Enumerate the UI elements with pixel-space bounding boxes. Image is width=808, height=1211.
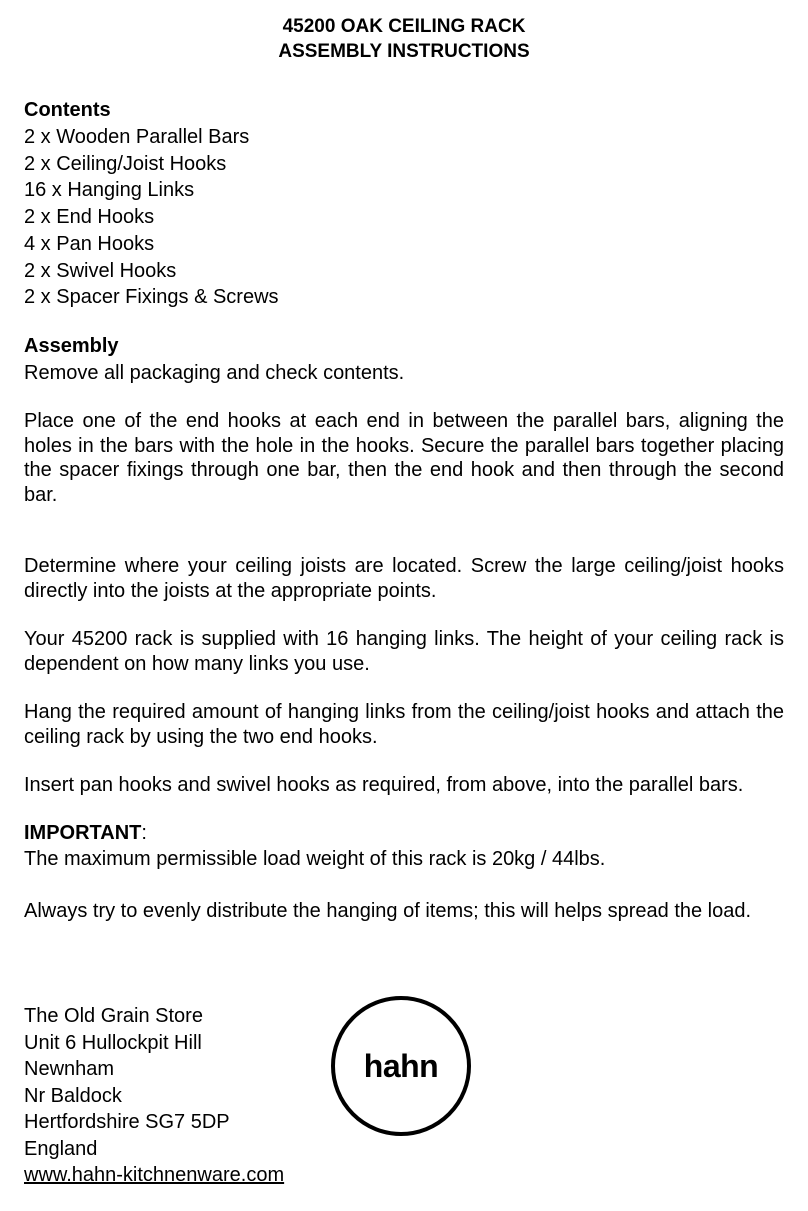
contents-section [24,97,784,311]
assembly-paragraph: Insert pan hooks and swivel hooks as required, from above, into the parallel bars. [24,774,744,797]
contents-list [24,124,784,311]
address-line: The Old Grain Store [24,1005,203,1027]
company-address [24,1003,284,1189]
contents-item: 4 x Pan Hooks [24,232,155,255]
important-heading [24,820,784,847]
important-section [24,820,784,925]
distribute-note: Always try to evenly distribute the hanging of items; this will helps spread the load. [24,899,752,922]
contents-heading: Contents [24,99,111,121]
address-line: England [24,1137,98,1160]
contents-item: 2 x Spacer Fixings & Screws [24,286,279,309]
important-label: IMPORTANT [24,821,142,844]
assembly-paragraph: Your 45200 rack is supplied with 16 hanging links. The height of your ceiling rack is dependent on how many links you use. [24,628,784,675]
load-warning: The maximum permissible load weight of this rack is 20kg / 44lbs. [24,848,606,871]
contents-item: 2 x End Hooks [24,206,155,229]
assembly-heading: Assembly [24,334,119,357]
important-colon: : [141,821,147,844]
website-link[interactable]: www.hahn-kitchnenware.com [24,1164,285,1186]
assembly-section [24,333,784,798]
contents-item: 2 x Ceiling/Joist Hooks [24,152,227,175]
document-page [24,14,784,1186]
contents-item: 16 x Hanging Links [24,179,195,202]
address-line: Newnham [24,1058,115,1080]
assembly-paragraph: Determine where your ceiling joists are located. Screw the large ceiling/joist hooks directly into the joists at the appropriate points. [24,555,784,602]
address-line: Unit 6 Hullockpit Hill [24,1031,202,1054]
logo-text: hahn [363,1047,439,1084]
assembly-paragraph: Hang the required amount of hanging links from the ceiling/joist hooks and attach the ceiling rack by using the two end hooks. [24,701,784,748]
title-line-1: 45200 OAK CEILING RACK [282,16,526,37]
assembly-intro: Remove all packaging and check contents. [24,361,405,384]
address-line: Nr Baldock [24,1084,122,1107]
contents-item: 2 x Wooden Parallel Bars [24,126,250,148]
address-line: Hertfordshire SG7 5DP [24,1111,230,1133]
title-line-2: ASSEMBLY INSTRUCTIONS [278,41,530,62]
contents-item: 2 x Swivel Hooks [24,259,177,282]
assembly-paragraph: Place one of the end hooks at each end in between the parallel bars, aligning the holes in the bars with the hole in the hooks. Secure the parallel bars together placing the spacer fixings through one bar, then the end hook and then through the second bar. [24,410,784,506]
document-title [24,14,784,64]
hahn-logo [331,996,471,1136]
